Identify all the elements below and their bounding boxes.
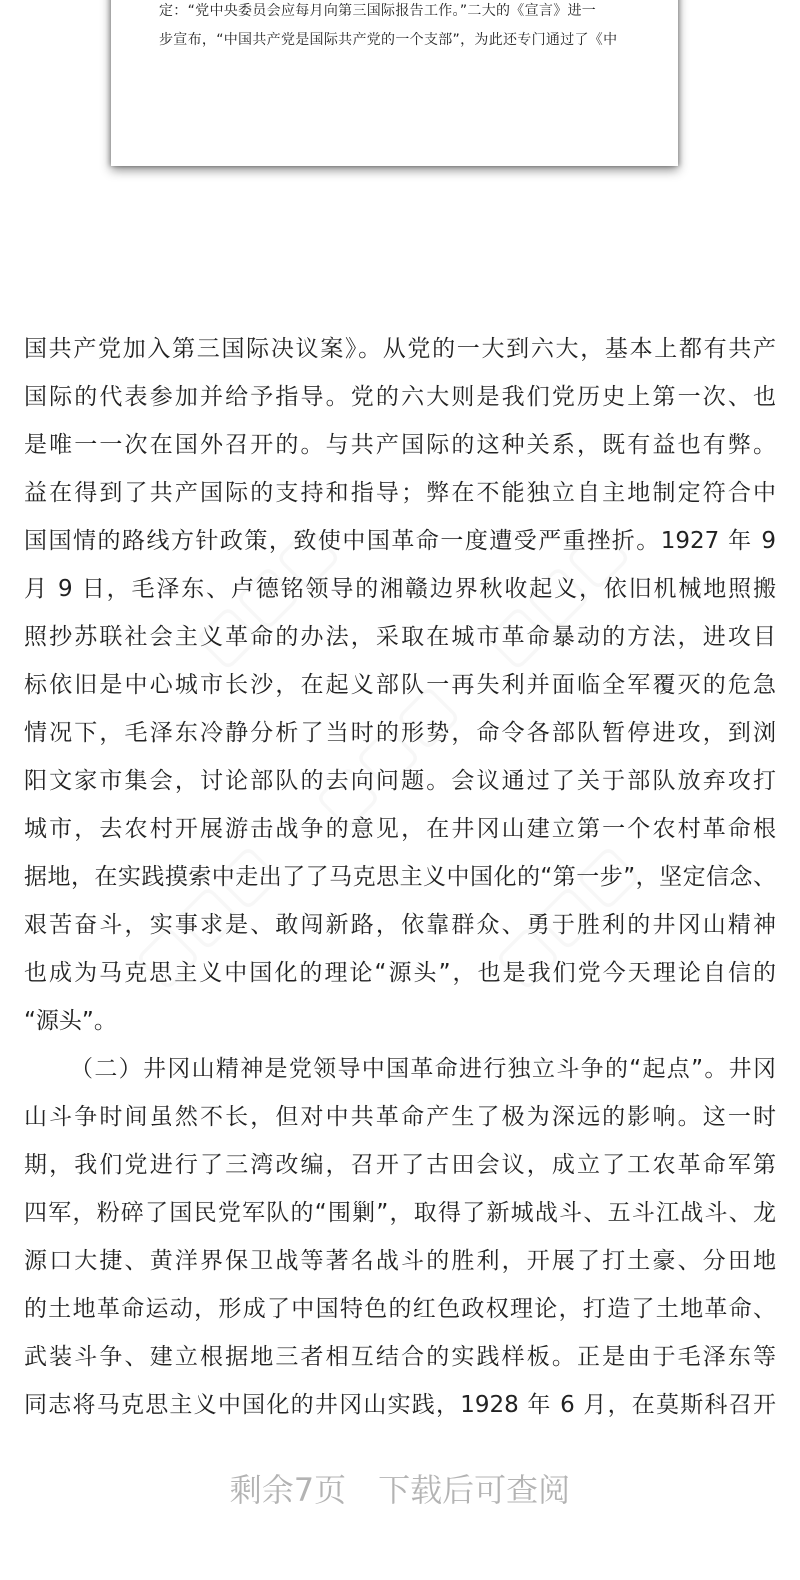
download-prompt[interactable] <box>0 1465 800 1515</box>
watermark: ▢▢▢ <box>120 830 290 1000</box>
watermark: ▢▢▢ <box>180 510 350 680</box>
preview-page-card <box>111 0 678 166</box>
body-line: 标依旧是中心城市长沙，在起义部队一再失利并面临全军覆灭的危急 <box>24 672 776 698</box>
body-line: “源头”。 <box>24 1008 117 1034</box>
watermark: ▢▢▢ <box>470 510 640 680</box>
body-line: 阳文家市集会，讨论部队的去向问题。会议通过了关于部队放弃攻打 <box>24 768 776 794</box>
body-line: （二）井冈山精神是党领导中国革命进行独立斗争的“起点”。井冈 <box>70 1056 776 1082</box>
body-line: 是唯一一次在国外召开的。与共产国际的这种关系，既有益也有弊。 <box>24 432 776 458</box>
body-line: 武装斗争、建立根据地三者相互结合的实践样板。正是由于毛泽东等 <box>24 1344 776 1370</box>
preview-line: 步宣布，“中国共产党是国际共产党的一个支部”，为此还专门通过了《中 <box>159 32 618 48</box>
body-line: 同志将马克思主义中国化的井冈山实践，1928 年 6 月，在莫斯科召开 <box>24 1392 776 1418</box>
body-line: 也成为马克思主义中国化的理论“源头”，也是我们党今天理论自信的 <box>24 960 776 986</box>
body-line: 艰苦奋斗，实事求是、敢闯新路，依靠群众、勇于胜利的井冈山精神 <box>24 912 776 938</box>
body-line: 照抄苏联社会主义革命的办法，采取在城市革命暴动的方法，进攻目 <box>24 624 776 650</box>
body-line: 国国情的路线方针政策，致使中国革命一度遭受严重挫折。1927 年 9 <box>24 528 776 554</box>
body-line: 益在得到了共产国际的支持和指导；弊在不能独立自主地制定符合中 <box>24 480 776 506</box>
body-line: 情况下，毛泽东冷静分析了当时的形势，命令各部队暂停进攻，到浏 <box>24 720 776 746</box>
watermark: ▢▢▢ <box>480 830 650 1000</box>
body-line: 国共产党加入第三国际决议案》。从党的一大到六大，基本上都有共产 <box>24 336 776 362</box>
download-to-view-label[interactable]: 下载后可查阅 <box>378 1471 571 1509</box>
body-line: 城市，去农村开展游击战争的意见，在井冈山建立第一个农村革命根 <box>24 816 776 842</box>
body-line: 月 9 日，毛泽东、卢德铭领导的湘赣边界秋收起义，依旧机械地照搬 <box>24 576 776 602</box>
body-line: 据地，在实践摸索中走出了了马克思主义中国化的“第一步”，坚定信念、 <box>24 864 776 890</box>
body-line: 山斗争时间虽然不长，但对中共革命产生了极为深远的影响。这一时 <box>24 1104 776 1130</box>
document-body <box>24 325 776 1429</box>
body-line: 的土地革命运动，形成了中国特色的红色政权理论，打造了土地革命、 <box>24 1296 776 1322</box>
remaining-pages-label[interactable]: 剩余7页 <box>229 1471 347 1509</box>
body-line: 期，我们党进行了三湾改编，召开了古田会议，成立了工农革命军第 <box>24 1152 776 1178</box>
body-line: 国际的代表参加并给予指导。党的六大则是我们党历史上第一次、也 <box>24 384 776 410</box>
preview-line: 定：“党中央委员会应每月向第三国际报告工作。”二大的《宣言》进一 <box>159 3 597 19</box>
watermark: ▢▢▢ <box>300 670 470 840</box>
body-line: 四军，粉碎了国民党军队的“围剿”，取得了新城战斗、五斗江战斗、龙 <box>24 1200 776 1226</box>
body-line: 源口大捷、黄洋界保卫战等著名战斗的胜利，开展了打土豪、分田地 <box>24 1248 776 1274</box>
